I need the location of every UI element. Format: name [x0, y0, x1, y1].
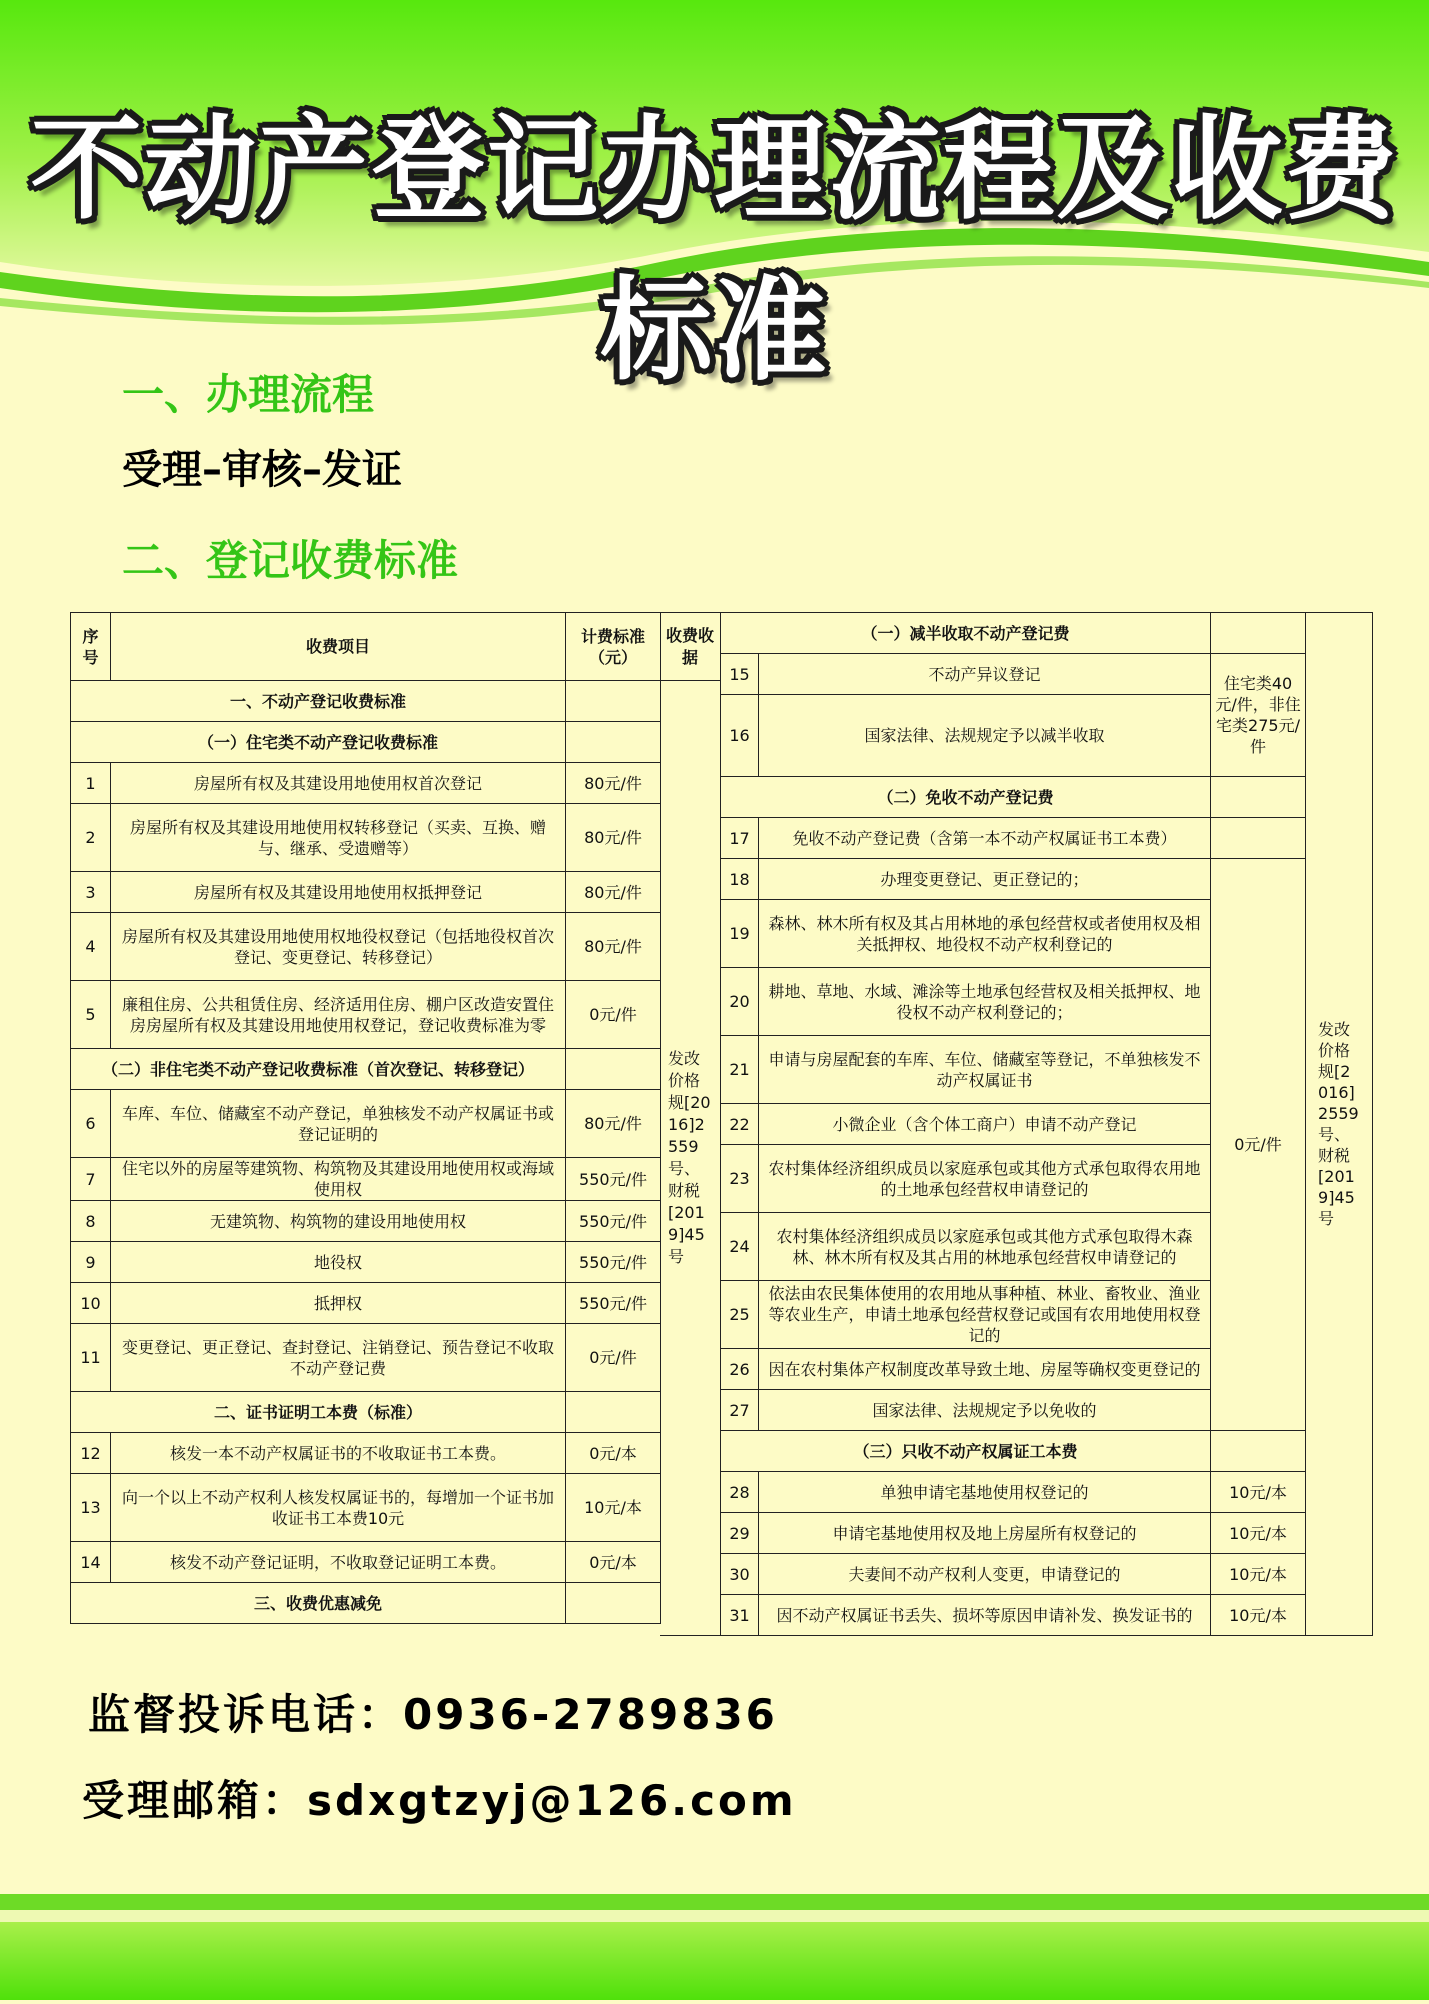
fee-table-right — [720, 612, 1373, 1636]
row-fee: 10元/本 — [566, 1474, 661, 1542]
row-item: 耕地、草地、水域、滩涂等土地承包经营权及相关抵押权、地役权不动产权利登记的； — [759, 968, 1211, 1036]
table-row — [71, 1324, 661, 1392]
subheader-cell: （三）只收不动产权属证工本费 — [721, 1431, 1211, 1472]
row-item: 房屋所有权及其建设用地使用权首次登记 — [111, 763, 566, 804]
table-row — [71, 981, 661, 1049]
group-fee-half: 住宅类40元/件，非住宅类275元/件 — [1211, 654, 1306, 777]
row-item: 变更登记、更正登记、查封登记、注销登记、预告登记不收取不动产登记费 — [111, 1324, 566, 1392]
table-row — [721, 654, 1373, 695]
table-row — [71, 913, 661, 981]
row-item: 房屋所有权及其建设用地使用权地役权登记（包括地役权首次登记、变更登记、转移登记） — [111, 913, 566, 981]
row-fee: 550元/件 — [566, 1158, 661, 1201]
row-item: 不动产异议登记 — [759, 654, 1211, 695]
row-fee: 10元/本 — [1211, 1554, 1306, 1595]
table-row — [71, 1474, 661, 1542]
row-item: 农村集体经济组织成员以家庭承包或其他方式承包取得木森林、林木所有权及其占用的林地承包经营权申请登记的 — [759, 1213, 1211, 1281]
row-item: 国家法律、法规规定予以免收的 — [759, 1390, 1211, 1431]
row-fee: 10元/本 — [1211, 1595, 1306, 1636]
row-no: 3 — [71, 872, 111, 913]
row-item: 免收不动产登记费（含第一本不动产权属证书工本费） — [759, 818, 1211, 859]
row-fee: 80元/件 — [566, 763, 661, 804]
basis-cell — [1306, 613, 1373, 1636]
row-no: 24 — [721, 1213, 759, 1281]
row-no: 30 — [721, 1554, 759, 1595]
row-fee: 80元/件 — [566, 913, 661, 981]
empty-cell — [566, 722, 661, 763]
row-no: 8 — [71, 1201, 111, 1242]
row-no: 21 — [721, 1036, 759, 1104]
row-fee: 10元/本 — [1211, 1513, 1306, 1554]
row-fee: 0元/本 — [566, 1542, 661, 1583]
complaint-phone: 监督投诉电话：0936-2789836 — [88, 1690, 778, 1739]
subheader-cell: 二、证书证明工本费（标准） — [71, 1392, 566, 1433]
basis-text: 发改价格规[2016]2559号、财税[2019]45号 — [1318, 1020, 1359, 1228]
section-title-fees: 二、登记收费标准 — [122, 536, 459, 585]
table-row — [71, 763, 661, 804]
row-no: 5 — [71, 981, 111, 1049]
row-no: 11 — [71, 1324, 111, 1392]
fee-table-left — [70, 612, 661, 1624]
row-fee: 80元/件 — [566, 872, 661, 913]
row-item: 单独申请宅基地使用权登记的 — [759, 1472, 1211, 1513]
basis-text: 发改价格规[2016]2559号、财税[2019]45号 — [668, 1049, 711, 1266]
row-no: 13 — [71, 1474, 111, 1542]
row-fee: 80元/件 — [566, 804, 661, 872]
subheader-cell: 一、不动产登记收费标准 — [71, 681, 566, 722]
row-fee: 550元/件 — [566, 1201, 661, 1242]
row-item: 廉租住房、公共租赁住房、经济适用住房、棚户区改造安置住房房屋所有权及其建设用地使用权登记，登记收费标准为零 — [111, 981, 566, 1049]
empty-cell — [566, 681, 661, 722]
row-fee: 10元/本 — [1211, 1472, 1306, 1513]
row-item: 抵押权 — [111, 1283, 566, 1324]
row-no: 4 — [71, 913, 111, 981]
row-fee: 550元/件 — [566, 1283, 661, 1324]
table-row — [71, 872, 661, 913]
row-no: 17 — [721, 818, 759, 859]
poster-title: 不动产登记办理流程及收费标准 — [30, 105, 1399, 396]
row-item: 小微企业（含个体工商户）申请不动产登记 — [759, 1104, 1211, 1145]
table-row — [71, 1201, 661, 1242]
table-row — [71, 1542, 661, 1583]
empty-cell — [1211, 613, 1306, 654]
table-row — [721, 818, 1373, 859]
row-no: 14 — [71, 1542, 111, 1583]
row-item: 核发一本不动产权属证书的不收取证书工本费。 — [111, 1433, 566, 1474]
contact-email: 受理邮箱：sdxgtzyj@126.com — [82, 1776, 797, 1825]
subheader-cell: 三、收费优惠减免 — [71, 1583, 566, 1624]
row-item: 房屋所有权及其建设用地使用权抵押登记 — [111, 872, 566, 913]
subheader-cell: （一）住宅类不动产登记收费标准 — [71, 722, 566, 763]
table-row — [71, 1049, 661, 1090]
table-row — [721, 1472, 1373, 1513]
row-item: 办理变更登记、更正登记的； — [759, 859, 1211, 900]
header-item: 收费项目 — [111, 613, 566, 681]
table-row — [721, 613, 1373, 654]
table-row — [71, 1242, 661, 1283]
row-no: 22 — [721, 1104, 759, 1145]
table-row — [71, 1583, 661, 1624]
table-row — [721, 859, 1373, 900]
empty-cell — [566, 1392, 661, 1433]
row-fee: 0元/件 — [566, 1324, 661, 1392]
table-row — [721, 1554, 1373, 1595]
table-row — [71, 1392, 661, 1433]
row-no: 27 — [721, 1390, 759, 1431]
row-item: 国家法律、法规规定予以减半收取 — [759, 695, 1211, 777]
row-no: 19 — [721, 900, 759, 968]
row-item: 申请与房屋配套的车库、车位、储藏室等登记，不单独核发不动产权属证书 — [759, 1036, 1211, 1104]
row-no: 29 — [721, 1513, 759, 1554]
row-no: 23 — [721, 1145, 759, 1213]
row-item: 无建筑物、构筑物的建设用地使用权 — [111, 1201, 566, 1242]
row-fee: 0元/件 — [566, 981, 661, 1049]
row-item: 申请宅基地使用权及地上房屋所有权登记的 — [759, 1513, 1211, 1554]
empty-cell — [566, 1049, 661, 1090]
row-no: 10 — [71, 1283, 111, 1324]
table-row — [721, 1595, 1373, 1636]
row-no: 16 — [721, 695, 759, 777]
row-no: 15 — [721, 654, 759, 695]
row-item: 住宅以外的房屋等建筑物、构筑物及其建设用地使用权或海域使用权 — [111, 1158, 566, 1201]
row-no: 7 — [71, 1158, 111, 1201]
row-item: 夫妻间不动产权利人变更，申请登记的 — [759, 1554, 1211, 1595]
table-row — [71, 1158, 661, 1201]
basis-cell — [660, 681, 720, 1635]
basis-column-left — [660, 612, 720, 1636]
row-no: 20 — [721, 968, 759, 1036]
row-item: 因不动产权属证书丢失、损坏等原因申请补发、换发证书的 — [759, 1595, 1211, 1636]
row-no: 1 — [71, 763, 111, 804]
row-no: 6 — [71, 1090, 111, 1158]
empty-cell — [1211, 818, 1306, 859]
table-row — [721, 777, 1373, 818]
empty-cell — [566, 1583, 661, 1624]
header-no: 序号 — [71, 613, 111, 681]
table-row — [71, 1433, 661, 1474]
table-row — [71, 804, 661, 872]
section-title-process: 一、办理流程 — [122, 370, 375, 419]
header-standard: 计费标准（元） — [566, 613, 661, 681]
row-item: 车库、车位、储藏室不动产登记，单独核发不动产权属证书或登记证明的 — [111, 1090, 566, 1158]
row-item: 向一个以上不动产权利人核发权属证书的，每增加一个证书加收证书工本费10元 — [111, 1474, 566, 1542]
row-fee: 80元/件 — [566, 1090, 661, 1158]
row-item: 因在农村集体产权制度改革导致土地、房屋等确权变更登记的 — [759, 1349, 1211, 1390]
table-row — [71, 681, 661, 722]
table-row — [71, 722, 661, 763]
table-row — [71, 1283, 661, 1324]
row-fee: 0元/本 — [566, 1433, 661, 1474]
footer-background — [0, 1880, 1429, 2000]
group-fee-free: 0元/件 — [1211, 859, 1306, 1431]
table-row — [71, 1090, 661, 1158]
subheader-cell: （二）非住宅类不动产登记收费标准（首次登记、转移登记） — [71, 1049, 566, 1090]
table-row — [721, 1431, 1373, 1472]
row-item: 房屋所有权及其建设用地使用权转移登记（买卖、互换、赠与、继承、受遗赠等） — [111, 804, 566, 872]
row-no: 2 — [71, 804, 111, 872]
table-row — [721, 1513, 1373, 1554]
header-basis: 收费收据 — [660, 613, 720, 681]
footer-banner — [0, 1880, 1429, 2000]
row-item: 依法由农民集体使用的农用地从事种植、林业、畜牧业、渔业等农业生产，申请土地承包经营权登记或国有农用地使用权登记的 — [759, 1281, 1211, 1349]
row-no: 25 — [721, 1281, 759, 1349]
empty-cell — [1211, 1431, 1306, 1472]
process-steps: 受理–审核–发证 — [122, 447, 402, 493]
row-no: 9 — [71, 1242, 111, 1283]
row-no: 28 — [721, 1472, 759, 1513]
empty-cell — [1211, 777, 1306, 818]
row-item: 森林、林木所有权及其占用林地的承包经营权或者使用权及相关抵押权、地役权不动产权利登记的 — [759, 900, 1211, 968]
row-no: 26 — [721, 1349, 759, 1390]
row-item: 核发不动产登记证明，不收取登记证明工本费。 — [111, 1542, 566, 1583]
row-no: 18 — [721, 859, 759, 900]
subheader-cell: （二）免收不动产登记费 — [721, 777, 1211, 818]
row-no: 12 — [71, 1433, 111, 1474]
row-item: 农村集体经济组织成员以家庭承包或其他方式承包取得农用地的土地承包经营权申请登记的 — [759, 1145, 1211, 1213]
row-item: 地役权 — [111, 1242, 566, 1283]
row-fee: 550元/件 — [566, 1242, 661, 1283]
subheader-cell: （一）减半收取不动产登记费 — [721, 613, 1211, 654]
row-no: 31 — [721, 1595, 759, 1636]
